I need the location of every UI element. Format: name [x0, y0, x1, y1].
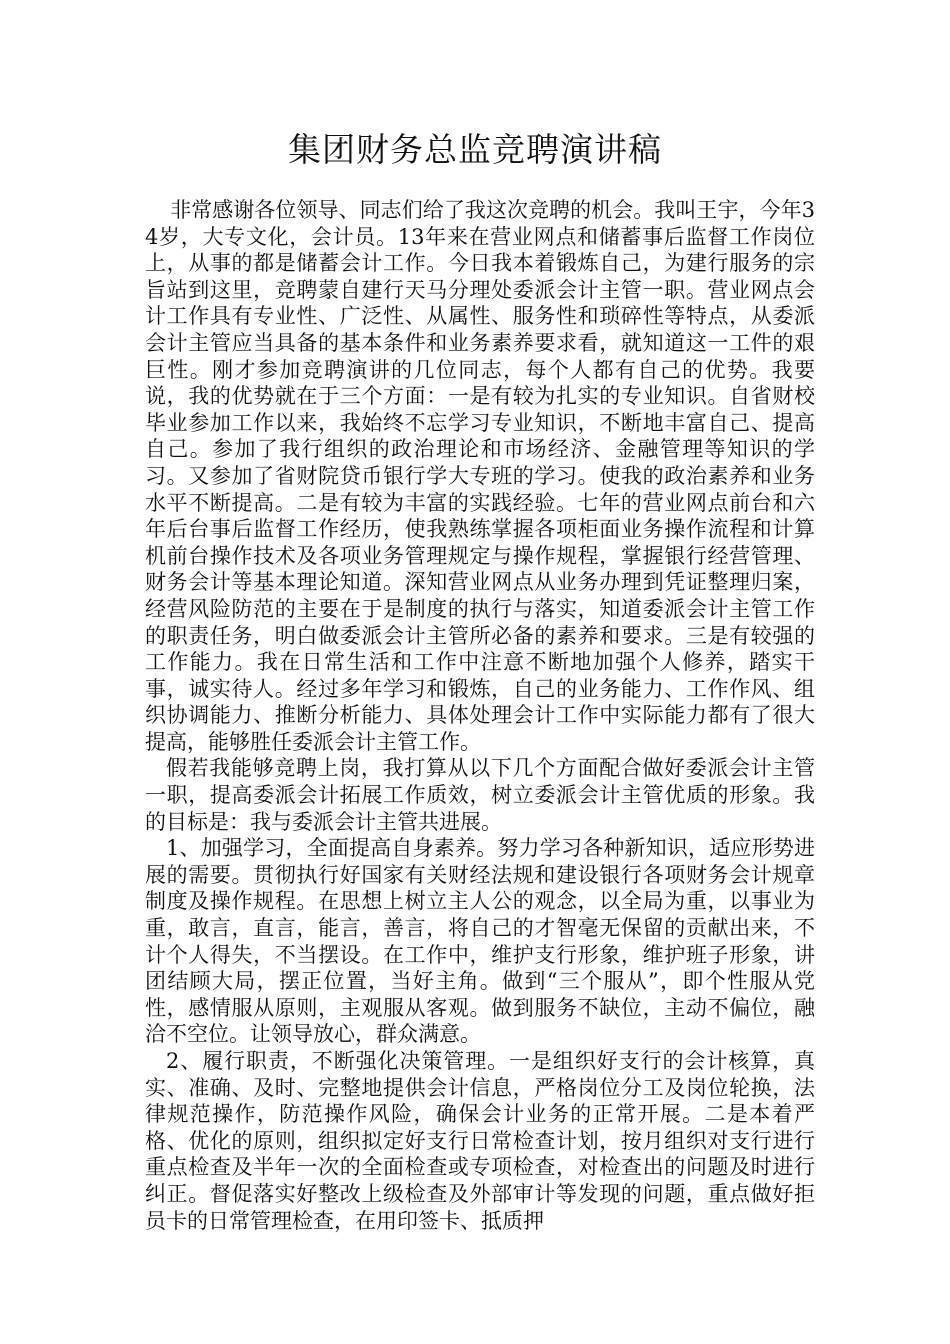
- document-body: [145, 197, 815, 1234]
- paragraph-point-2: 2、履行职责，不断强化决策管理。一是组织好支行的会计核算，真实、准确、及时、完整地提供会计信息，严格岗位分工及岗位轮换，法律规范操作，防范操作风险，确保会计业务的正常开展。二是本着严格、优化的原则，组织拟定好支行日常检查计划，按月组织对支行进行重点检查及半年一次的全面检查或专项检查，对检查出的问题及时进行纠正。督促落实好整改上级检查及外部审计等发现的问题，重点做好拒员卡的日常管理检查，在用印签卡、抵质押: [145, 1049, 815, 1233]
- paragraph-intro: 非常感谢各位领导、同志们给了我这次竞聘的机会。我叫王宇，今年34岁，大专文化，会计员。13年来在营业网点和储蓄事后监督工作岗位上，从事的都是储蓄会计工作。今日我本着锻炼自己，为建行服务的宗旨站到这里，竞聘蒙自建行天马分理处委派会计主管一职。营业网点会计工作具有专业性、广泛性、从属性、服务性和琐碎性等特点，从委派会计主管应当具备的基本条件和业务素养要求看，就知道这一工件的艰巨性。刚才参加竞聘演讲的几位同志，每个人都有自己的优势。我要说，我的优势就在于三个方面：一是有较为扎实的专业知识。自省财校毕业参加工作以来，我始终不忘学习专业知识，不断地丰富自己、提高自己。参加了我行组织的政治理论和市场经济、金融管理等知识的学习。又参加了省财院贷币银行学大专班的学习。使我的政治素养和业务水平不断提高。二是有较为丰富的实践经验。七年的营业网点前台和六年后台事后监督工作经历，使我熟练掌握各项柜面业务操作流程和计算机前台操作技术及各项业务管理规定与操作规程，掌握银行经营管理、财务会计等基本理论知道。深知营业网点从业务办理到凭证整理归案，经营风险防范的主要在于是制度的执行与落实，知道委派会计主管工作的职责任务，明白做委派会计主管所必备的素养和要求。三是有较强的工作能力。我在日常生活和工作中注意不断地加强个人修养，踏实干事，诚实待人。经过多年学习和锻炼，自己的业务能力、工作作风、组织协调能力、推断分析能力、具体处理会计工作中实际能力都有了很大提高，能够胜任委派会计主管工作。: [145, 198, 815, 754]
- document-title: 集团财务总监竞聘演讲稿: [288, 130, 662, 169]
- paragraph-point-1: 1、加强学习，全面提高自身素养。努力学习各种新知识，适应形势进展的需要。贯彻执行好国家有关财经法规和建设银行各项财务会计规章制度及操作规程。在思想上树立主人公的观念，以全局为重，以事业为重，敢言，直言，能言，善言，将自己的才智毫无保留的贡献出来，不计个人得失，不当摆设。在工作中，维护支行形象，维护班子形象，讲团结顾大局，摆正位置，当好主角。做到“三个服从”，即个性服从党性，感情服从原则，主观服从客观。做到服务不缺位，主动不偏位，融洽不空位。让领导放心，群众满意。: [145, 836, 815, 1047]
- paragraph-plan: 假若我能够竞聘上岗，我打算从以下几个方面配合做好委派会计主管一职，提高委派会计拓展工作质效，树立委派会计主管优质的形象。我的目标是：我与委派会计主管共进展。: [145, 756, 815, 834]
